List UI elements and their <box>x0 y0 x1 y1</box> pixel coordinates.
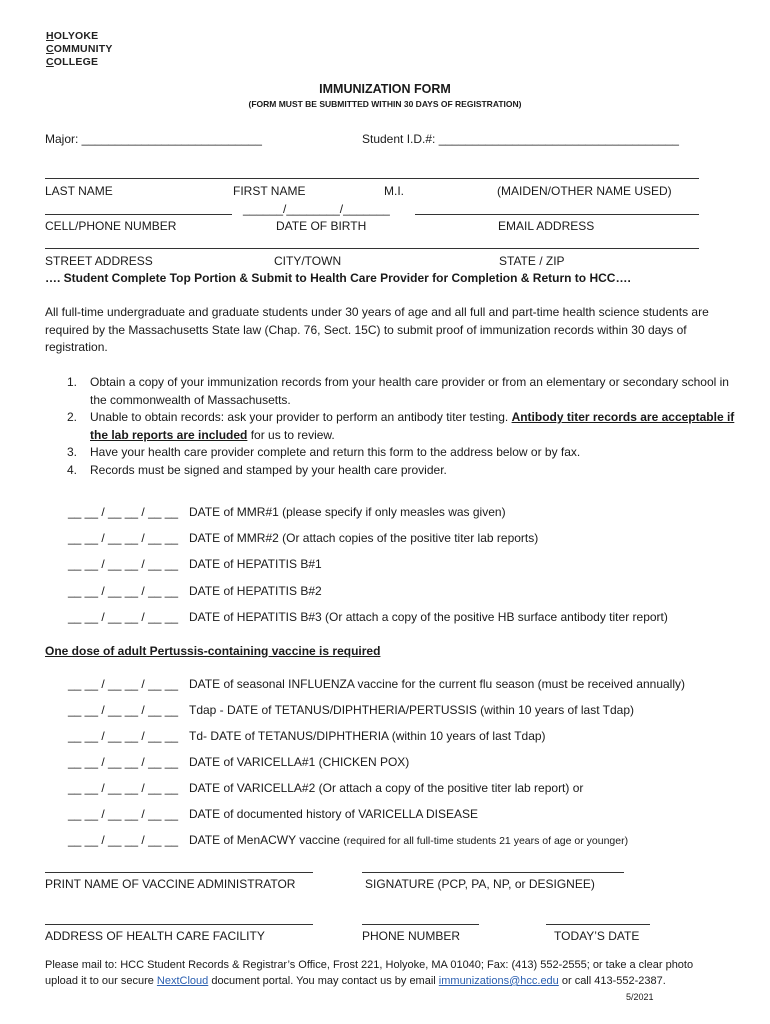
phone-number-line[interactable] <box>362 924 479 925</box>
list-number: 2. <box>67 410 78 424</box>
menacwy-note: (required for all full-time students 21 years of age or younger) <box>343 835 629 847</box>
mi-label: M.I. <box>384 184 404 198</box>
form-subtitle: (FORM MUST BE SUBMITTED WITHIN 30 DAYS OF REGISTRATION) <box>248 99 522 109</box>
date-blank[interactable]: __ __ / __ __ / __ __ <box>68 729 179 743</box>
date-blank[interactable]: __ __ / __ __ / __ __ <box>68 703 179 717</box>
list-text: Records must be signed and stamped by your health care provider. <box>90 462 447 477</box>
logo-line-1: HOLYOKE <box>46 30 99 42</box>
vaccine-row-varicella2[interactable] <box>68 781 583 796</box>
logo-line-2: COMMUNITY <box>46 43 113 55</box>
email-line[interactable] <box>415 214 699 215</box>
footer-line-2 <box>45 973 735 989</box>
address-line[interactable] <box>45 248 699 249</box>
signature-line[interactable] <box>362 872 624 873</box>
vaccine-label: DATE of HEPATITIS B#1 <box>189 557 322 571</box>
vaccine-row-mmr1[interactable] <box>68 505 506 520</box>
vaccine-label: DATE of MMR#1 (please specify if only measles was given) <box>189 505 506 519</box>
date-blank[interactable]: __ __ / __ __ / __ __ <box>68 505 179 519</box>
footer-text: upload it to our secure <box>45 975 157 987</box>
list-text-end: for us to review. <box>247 427 335 442</box>
vaccine-label: DATE of MenACWY vaccine <box>189 833 344 847</box>
dob-label: DATE OF BIRTH <box>276 219 367 233</box>
date-blank[interactable]: __ __ / __ __ / __ __ <box>68 677 179 691</box>
logo-line-3: COLLEGE <box>46 56 99 68</box>
first-name-label: FIRST NAME <box>233 184 306 198</box>
phone-number-label: PHONE NUMBER <box>362 929 461 943</box>
vaccine-row-menacwy[interactable] <box>68 833 628 849</box>
date-blank[interactable]: __ __ / __ __ / __ __ <box>68 531 179 545</box>
vaccine-row-td[interactable] <box>68 729 546 744</box>
vaccine-label: DATE of VARICELLA#2 (Or attach a copy of the positive titer lab report) or <box>189 781 584 795</box>
vaccine-label: DATE of documented history of VARICELLA DISEASE <box>189 807 479 821</box>
list-number: 1. <box>67 375 78 389</box>
vaccine-row-tdap[interactable] <box>68 703 634 718</box>
vaccine-row-hepb1[interactable] <box>68 557 322 572</box>
vaccine-label: Td- DATE of TETANUS/DIPHTHERIA (within 10 years of last Tdap) <box>189 729 546 743</box>
list-item <box>45 374 735 409</box>
student-id-field[interactable]: Student I.D.#: ____________________________________ <box>362 132 679 146</box>
footer-line-1: Please mail to: HCC Student Records & Registrar’s Office, Frost 221, Holyoke, MA 01040; Fax: (413) 552-2555; or take a clear photo <box>45 959 694 971</box>
vaccine-row-influenza[interactable] <box>68 677 685 692</box>
date-blank[interactable]: __ __ / __ __ / __ __ <box>68 781 179 795</box>
mailing-instructions <box>45 957 735 989</box>
todays-date-line[interactable] <box>546 924 650 925</box>
list-text: Obtain a copy of your immunization records from your health care provider or from an elementary or secondary school in the commonwealth of Massachusetts. <box>90 375 729 407</box>
vaccine-row-varicella1[interactable] <box>68 755 409 770</box>
vaccine-label: DATE of MMR#2 (Or attach copies of the positive titer lab reports) <box>189 531 539 545</box>
cell-phone-label: CELL/PHONE NUMBER <box>45 219 177 233</box>
list-text: Have your health care provider complete and return this form to the address below or by fax. <box>90 445 581 459</box>
pertussis-note: One dose of adult Pertussis-containing vaccine is required <box>45 644 381 658</box>
form-version: 5/2021 <box>626 992 654 1002</box>
vaccine-label: Tdap - DATE of TETANUS/DIPHTHERIA/PERTUSSIS (within 10 years of last Tdap) <box>189 703 635 717</box>
facility-address-line[interactable] <box>45 924 313 925</box>
vaccine-row-mmr2[interactable] <box>68 531 538 546</box>
list-number: 3. <box>67 445 78 459</box>
date-blank[interactable]: __ __ / __ __ / __ __ <box>68 755 179 769</box>
list-item <box>45 444 735 462</box>
todays-date-label: TODAY’S DATE <box>554 929 640 943</box>
signature-label: SIGNATURE (PCP, PA, NP, or DESIGNEE) <box>365 877 595 891</box>
list-item <box>45 462 735 480</box>
nextcloud-link[interactable]: NextCloud <box>156 975 209 987</box>
email-link[interactable]: immunizations@hcc.edu <box>438 975 559 987</box>
titer-note: Antibody titer records are acceptable if the lab reports are included <box>90 410 735 442</box>
student-instruction: …. Student Complete Top Portion & Submit to Health Care Provider for Completion & Return to HCC…. <box>45 271 631 285</box>
state-zip-label: STATE / ZIP <box>499 254 565 268</box>
footer-text: document portal. You may contact us by email <box>208 975 439 987</box>
phone-line[interactable] <box>45 214 232 215</box>
date-blank[interactable]: __ __ / __ __ / __ __ <box>68 807 179 821</box>
list-item <box>45 409 735 444</box>
email-label: EMAIL ADDRESS <box>498 219 595 233</box>
list-text: Unable to obtain records: ask your provider to perform an antibody titer testing. <box>90 410 512 424</box>
instruction-list <box>45 374 735 479</box>
major-field[interactable]: Major: ___________________________ <box>45 132 262 146</box>
list-number: 4. <box>67 462 78 477</box>
last-name-label: LAST NAME <box>45 184 113 198</box>
vaccine-label: DATE of HEPATITIS B#2 <box>189 584 322 598</box>
intro-paragraph: All full-time undergraduate and graduate students under 30 years of age and all full and part-time health science students are required by the Massachusetts State law (Chap. 76, Sect. 15C) to submit proof of immunization records within 30 days of registration. <box>45 305 709 354</box>
college-logo <box>46 30 113 69</box>
name-line[interactable] <box>45 178 699 179</box>
vaccine-row-hepb3[interactable] <box>68 610 668 625</box>
vaccine-label: DATE of VARICELLA#1 (CHICKEN POX) <box>189 755 410 769</box>
street-label: STREET ADDRESS <box>45 254 153 268</box>
vaccine-row-varicella-history[interactable] <box>68 807 478 822</box>
footer-text: or call 413-552-2387. <box>558 975 666 987</box>
print-name-label: PRINT NAME OF VACCINE ADMINISTRATOR <box>45 877 296 891</box>
print-name-line[interactable] <box>45 872 313 873</box>
city-label: CITY/TOWN <box>274 254 342 268</box>
maiden-name-label: (MAIDEN/OTHER NAME USED) <box>497 184 672 198</box>
date-blank[interactable]: __ __ / __ __ / __ __ <box>68 584 179 598</box>
date-blank[interactable]: __ __ / __ __ / __ __ <box>68 557 179 571</box>
vaccine-row-hepb2[interactable] <box>68 584 322 599</box>
date-blank[interactable]: __ __ / __ __ / __ __ <box>68 610 179 624</box>
vaccine-label: DATE of seasonal INFLUENZA vaccine for the current flu season (must be received annually) <box>189 677 686 691</box>
form-title: IMMUNIZATION FORM <box>319 82 451 96</box>
dob-blank[interactable]: ______/________/_______ <box>243 202 390 216</box>
date-blank[interactable]: __ __ / __ __ / __ __ <box>68 833 179 847</box>
facility-address-label: ADDRESS OF HEALTH CARE FACILITY <box>45 929 265 943</box>
vaccine-label: DATE of HEPATITIS B#3 (Or attach a copy of the positive HB surface antibody titer report) <box>189 610 668 624</box>
